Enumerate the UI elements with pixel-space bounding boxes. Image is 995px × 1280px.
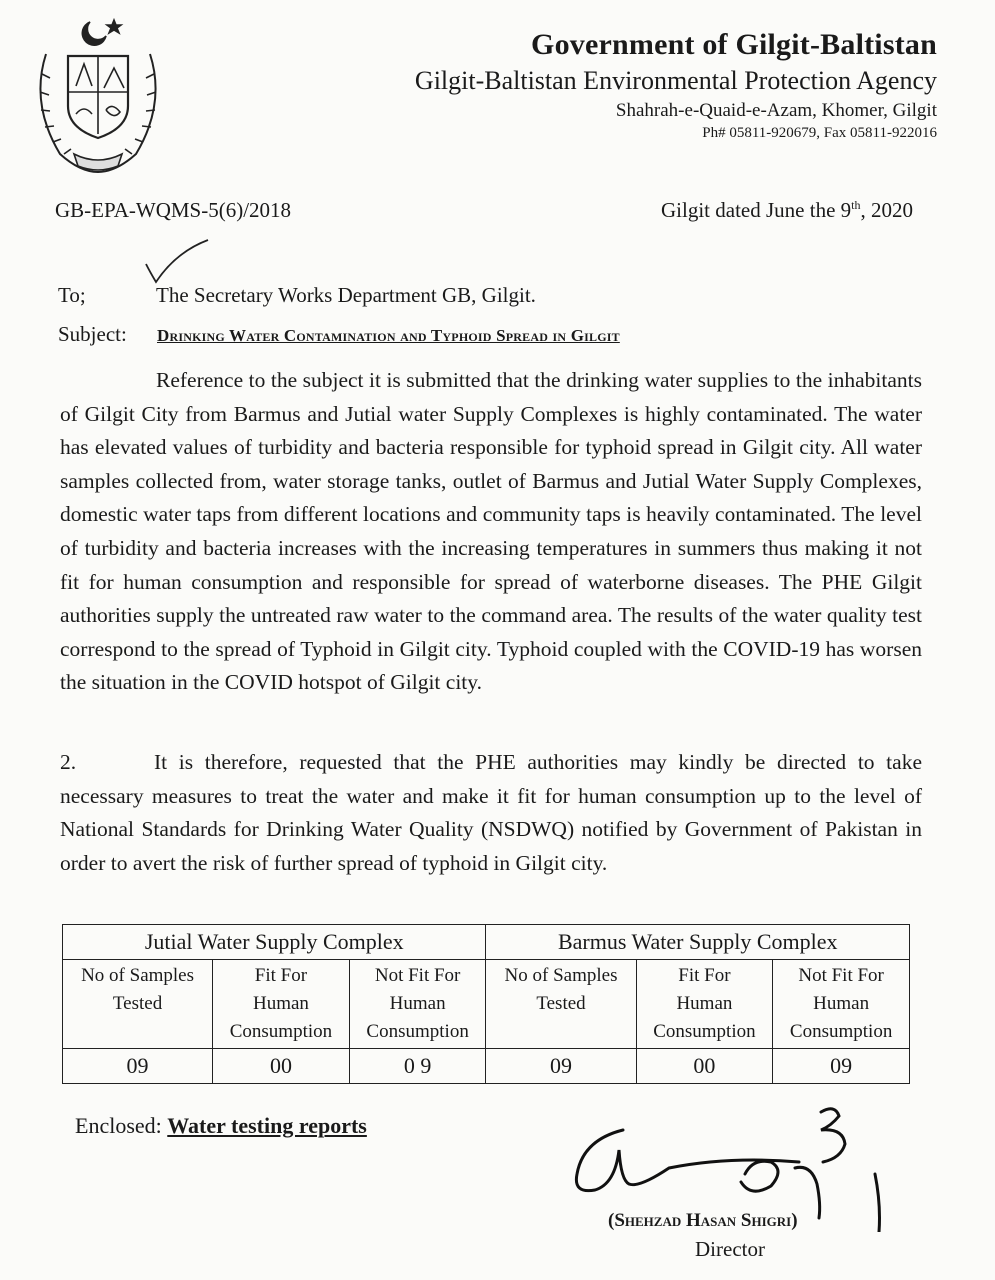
paragraph-1: Reference to the subject it is submitted that the drinking water supplies to the inhabitants of Gilgit City from Barmus and Jutial water Supply Complexes is highly contaminated. The water has elevated values of turbidity and bacteria responsible for typhoid spread in Gilgit city. All water samples collected from, water storage tanks, outlet of Barmus and Jutial Water Supply Complexes, domestic water taps from different locations and community taps is heavily contaminated. The level of turbidity and bacteria increases with the increasing temperatures in summers thus making it not fit for human consumption and responsible for spread of waterborne diseases. The PHE Gilgit authorities supply the untreated raw water to the command area. The results of the water quality test correspond to the spread of Typhoid in Gilgit city. Typhoid coupled with the COVID-19 has worsen the situation in the COVID hotspot of Gilgit city. [60, 368, 922, 695]
table-header-cell: Not Fit For Human Consumption [773, 960, 910, 1049]
table-group-header: Barmus Water Supply Complex [486, 925, 910, 960]
date-suffix: th [851, 198, 861, 212]
agency-address: Shahrah-e-Quaid-e-Azam, Khomer, Gilgit [615, 100, 937, 121]
agency-name: Gilgit-Baltistan Environmental Protection Agency [414, 66, 937, 95]
table-header-cell: Fit For Human Consumption [636, 960, 773, 1049]
enclosure-text: Water testing reports [167, 1113, 367, 1138]
checkmark-icon [140, 238, 210, 284]
recipient: The Secretary Works Department GB, Gilgit. [156, 283, 536, 307]
agency-phone-fax: Ph# 05811-920679, Fax 05811-922016 [702, 125, 937, 141]
signatory-title: Director [695, 1237, 765, 1261]
table-cell: 0 9 [349, 1049, 486, 1084]
paragraph-2 [60, 746, 922, 880]
table-header-cell: No of Samples Tested [486, 960, 636, 1049]
water-test-results-table [62, 924, 910, 1084]
table-cell: 00 [213, 1049, 350, 1084]
date-prefix: Gilgit dated June the 9 [661, 198, 852, 222]
table-group-header: Jutial Water Supply Complex [63, 925, 486, 960]
subject-label: Subject: [58, 322, 127, 346]
table-header-cell: No of Samples Tested [63, 960, 213, 1049]
to-label: To; [58, 283, 86, 307]
table-cell: 09 [773, 1049, 910, 1084]
table-cell: 09 [63, 1049, 213, 1084]
enclosure [75, 1113, 367, 1139]
reference-number: GB-EPA-WQMS-5(6)/2018 [55, 198, 292, 222]
letter-date [661, 198, 913, 223]
subject-text: Drinking Water Contamination and Typhoid Spread in Gilgit [157, 326, 620, 345]
paragraph-2-text: It is therefore, requested that the PHE authorities may kindly be directed to take necessary measures to treat the water and make it fit for human consumption up to the level of National Standards for Drinking Water Quality (NSDWQ) notified by Government of Pakistan in order to avert the risk of further spread of typhoid in Gilgit city. [60, 750, 922, 875]
enclosure-label: Enclosed: [75, 1113, 162, 1138]
letterhead [415, 28, 937, 142]
government-name: Government of Gilgit-Baltistan [531, 28, 937, 61]
table-header-cell: Not Fit For Human Consumption [349, 960, 486, 1049]
government-emblem-icon [28, 14, 168, 179]
table-cell: 09 [486, 1049, 636, 1084]
date-year: , 2020 [860, 198, 913, 222]
table-cell: 00 [636, 1049, 773, 1084]
paragraph-2-number: 2. [60, 750, 77, 774]
signatory-name: (Shehzad Hasan Shigri) [608, 1210, 798, 1231]
table-header-cell: Fit For Human Consumption [213, 960, 350, 1049]
